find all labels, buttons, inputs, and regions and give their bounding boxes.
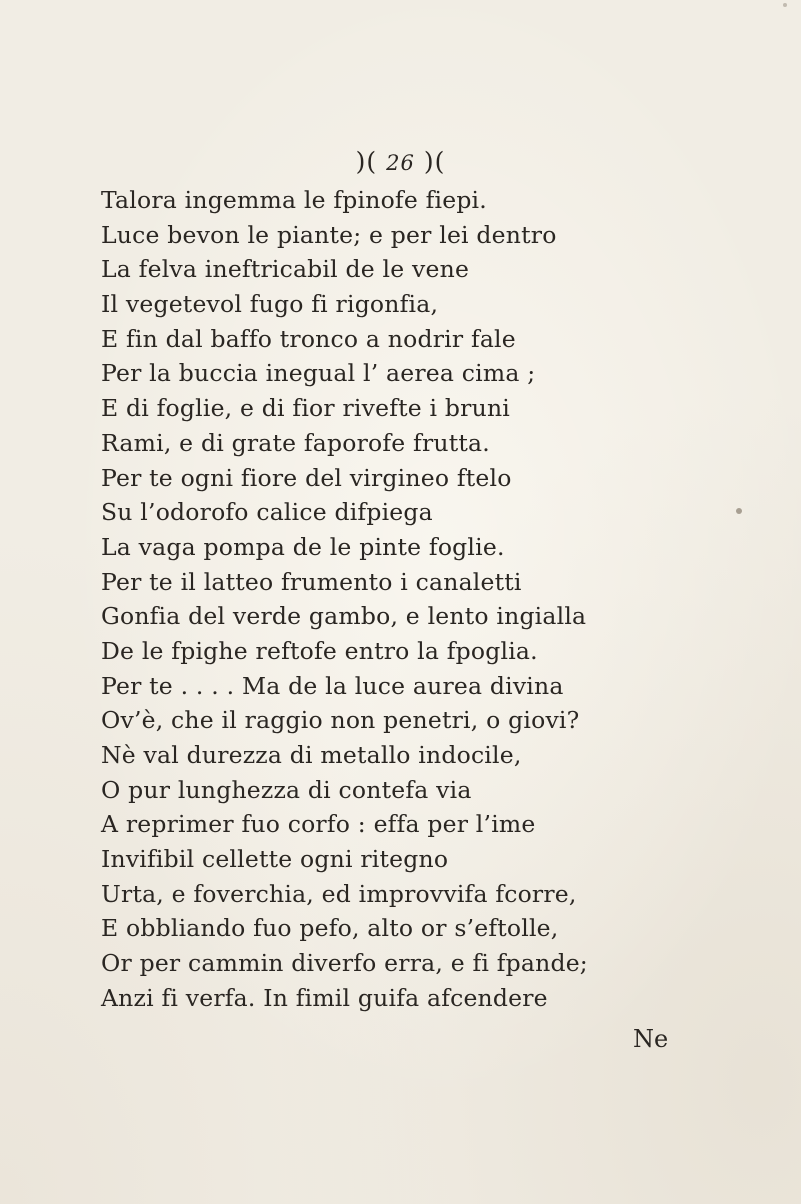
poem-line: Or per cammin diverfo erra, e fi fpande;	[101, 949, 588, 978]
poem-line: Urta, e foverchia, ed improvvifa fcorre,	[101, 879, 577, 908]
page-number: 26	[386, 151, 415, 175]
poem-line: E fin dal baffo tronco a nodrir fale	[101, 324, 516, 353]
poem-line: Per te . . . . Ma de la luce aurea divina	[101, 671, 564, 700]
running-header	[0, 147, 801, 178]
ink-spot	[736, 508, 742, 514]
poem-line: Nè val durezza di metallo indocile,	[101, 741, 522, 769]
poem-text	[101, 183, 701, 1016]
catchword: Ne	[633, 1025, 669, 1053]
poem-line: De le fpighe reftofe entro la fpoglia.	[101, 636, 538, 665]
ink-spot	[783, 3, 787, 7]
poem-line: Invifibil cellette ogni ritegno	[101, 845, 449, 874]
poem-line: Gonfia del verde gambo, e lento ingialla	[101, 602, 587, 631]
poem-line: Rami, e di grate faporofe frutta.	[101, 428, 490, 457]
header-ornament-left: )(	[355, 147, 378, 176]
poem-line: A reprimer fuo corfo : effa per l’ime	[101, 810, 536, 839]
poem-line: Anzi fi verfa. In fimil guifa afcendere	[101, 983, 548, 1012]
poem-line: Il vegetevol fugo fi rigonfia,	[101, 290, 439, 319]
poem-line: Per te ogni fiore del virgineo ftelo	[101, 463, 512, 492]
poem-line: O pur lunghezza di contefa via	[101, 775, 472, 804]
header-ornament-right: )(	[423, 147, 446, 176]
poem-line: Luce bevon le piante; e per lei dentro	[101, 220, 557, 249]
poem-line: Talora ingemma le fpinofe fiepi.	[101, 186, 487, 214]
poem-line: E di foglie, e di fior rivefte i bruni	[101, 394, 510, 423]
poem-line: Ov’è, che il raggio non penetri, o giovi?	[101, 706, 580, 735]
poem-line: Per te il latteo frumento i canaletti	[101, 567, 522, 596]
poem-line: La felva ineftricabil de le vene	[101, 255, 470, 284]
poem-line: Per la buccia inegual l’ aerea cima ;	[101, 359, 536, 388]
poem-line: Su l’odorofo calice difpiega	[101, 498, 433, 527]
poem-line: La vaga pompa de le pinte foglie.	[101, 532, 505, 561]
poem-line: E obbliando fuo pefo, alto or s’eftolle,	[101, 914, 559, 943]
